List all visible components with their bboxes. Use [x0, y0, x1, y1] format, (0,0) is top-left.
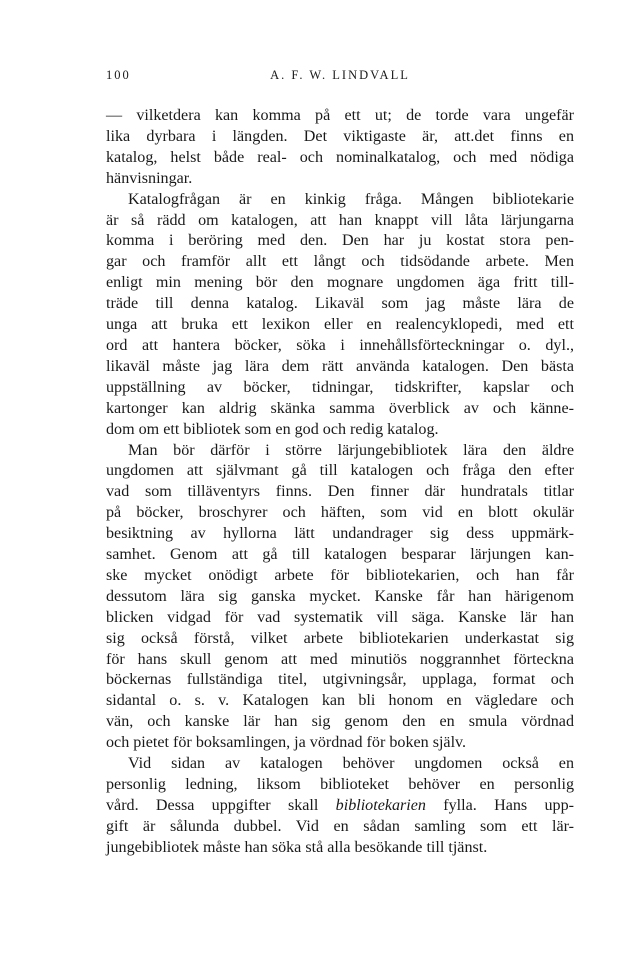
text-line: dom om ett bibliotek som en god och redig katalog. [106, 420, 439, 438]
text-line: lika dyrbara i längden. Det viktigaste är, att.det finns en [106, 127, 574, 145]
text-line: uppställning av böcker, tidningar, tidskrifter, kapslar och [106, 378, 574, 396]
text-line: besiktning av hyllorna lätt undandrager sig dess uppmärk- [106, 525, 574, 543]
text-line: hänvisningar. [106, 169, 193, 187]
text-line: kartonger kan aldrig skänka samma överblick av och känne- [106, 399, 574, 417]
book-page [106, 68, 574, 859]
text-line: — vilketdera kan komma på ett ut; de torde vara ungefär [106, 107, 574, 124]
paragraph-1 [106, 106, 574, 190]
text-line: jungebibliotek måste han söka stå alla besökande till tjänst. [106, 838, 488, 856]
paragraph-2 [106, 190, 574, 441]
emphasized-word: bibliotekarien [335, 796, 426, 814]
text-line: vad som tilläventyrs finns. Den finner där hundratals titlar [106, 483, 574, 501]
text-line: är så rädd om katalogen, att han knappt vill låta lärjungarna [106, 211, 574, 229]
text-segment: vård. Dessa uppgifter skall [106, 796, 336, 814]
text-line: böckernas fullständiga titel, utgivningsår, upplaga, format och [106, 671, 574, 689]
text-line: blicken vidgad för vad systematik vill säga. Kanske lär han [106, 608, 574, 626]
body-text [106, 106, 574, 859]
text-line: Katalogfrågan är en kinkig fråga. Mången bibliotekarie [128, 190, 574, 208]
text-line: ungdomen att självmant gå till katalogen och fråga den efter [106, 462, 574, 480]
text-line-with-emphasis [106, 796, 574, 817]
text-line: unga att bruka ett lexikon eller en realencyklopedi, med ett [106, 316, 574, 334]
text-line: Vid sidan av katalogen behöver ungdomen också en [128, 755, 574, 773]
text-line: katalog, helst både real- och nominalkatalog, och med nödiga [106, 148, 574, 166]
text-line: gar och framför allt ett långt och tidsödande arbete. Men [106, 253, 574, 271]
text-line: sidantal o. s. v. Katalogen kan bli honom en vägledare och [106, 692, 574, 710]
text-line: träde till denna katalog. Likaväl som jag måste lära de [106, 295, 574, 313]
text-line: Man bör därför i större lärjungebibliotek lära den äldre [128, 441, 574, 459]
text-segment: fylla. Hans upp- [425, 796, 574, 814]
text-line: ord att hantera böcker, söka i innehållsförteckningar o. dyl., [106, 336, 574, 354]
paragraph-4 [106, 754, 574, 859]
text-line: dessutom lära sig ganska mycket. Kanske får han härigenom [106, 587, 574, 605]
running-head: A. F. W. LINDVALL [270, 68, 410, 82]
page-header [106, 68, 574, 90]
text-line: och pietet för boksamlingen, ja vördnad för boken själv. [106, 734, 467, 752]
text-line: ske mycket onödigt arbete för bibliotekarien, och han får [106, 566, 574, 584]
paragraph-3 [106, 441, 574, 755]
text-line: personlig ledning, liksom biblioteket behöver en personlig [106, 776, 574, 793]
text-line: likaväl måste jag lära dem rätt använda katalogen. Den bästa [106, 357, 574, 375]
page-number: 100 [106, 68, 131, 82]
text-line: samhet. Genom att gå till katalogen besparar lärjungen kan- [106, 546, 574, 564]
text-line: komma i beröring med den. Den har ju kostat stora pen- [106, 232, 574, 250]
text-line: gift är sålunda dubbel. Vid en sådan samling som ett lär- [106, 817, 574, 835]
text-line: på böcker, broschyrer och häften, som vid en blott okulär [106, 504, 574, 522]
text-line: för hans skull genom att med minutiös noggrannhet förteckna [106, 650, 574, 668]
text-line: sig också förstå, vilket arbete bibliotekarien underkastat sig [106, 629, 574, 647]
text-line: vän, och kanske lär han sig genom den en smula vördnad [106, 713, 574, 731]
text-line: enligt min mening bör den mognare ungdomen äga fritt till- [106, 274, 574, 292]
